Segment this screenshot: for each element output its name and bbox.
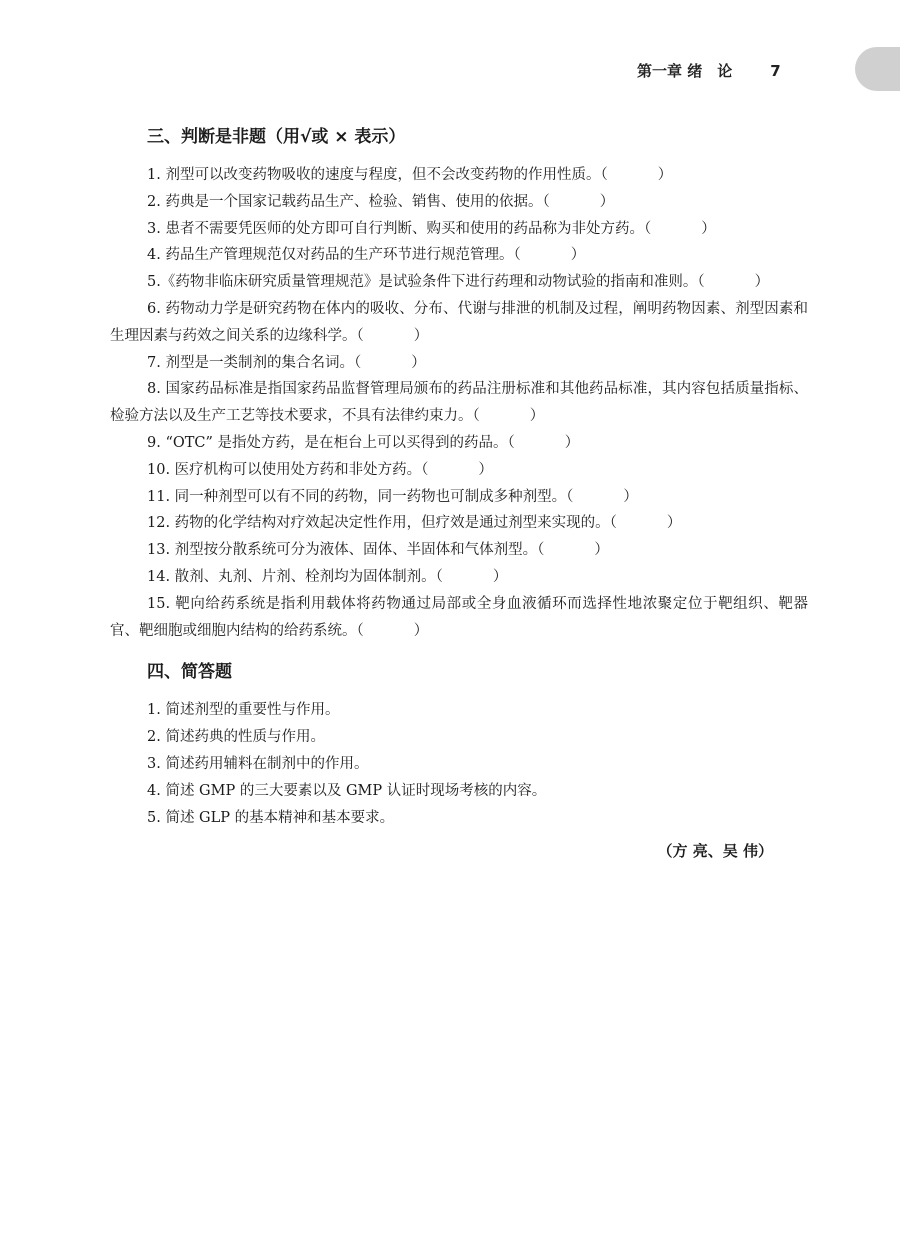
question-item: 13. 剂型按分散系统可分为液体、固体、半固体和气体剂型。（ ）	[147, 542, 609, 559]
question-item: 14. 散剂、丸剂、片剂、栓剂均为固体制剂。（ ）	[147, 568, 508, 585]
question-item: 5. 简述 GLP 的基本精神和基本要求。	[147, 809, 395, 826]
author-credit: （方 亮、吴 伟）	[657, 842, 773, 861]
question-item: 1. 简述剂型的重要性与作用。	[147, 702, 340, 719]
question-item: 10. 医疗机构可以使用处方药和非处方药。（ ）	[147, 461, 493, 478]
section-title-true-false: 三、判断是非题（用√或 × 表示）	[147, 127, 406, 147]
chapter-title: 第一章 绪 论	[637, 62, 733, 80]
question-item: 3. 简述药用辅料在制剂中的作用。	[147, 755, 369, 772]
question-item: 2. 药典是一个国家记载药品生产、检验、销售、使用的依据。（ ）	[147, 193, 615, 210]
section-title-short-answer: 四、简答题	[147, 662, 232, 683]
question-item: 12. 药物的化学结构对疗效起决定性作用，但疗效是通过剂型来实现的。（ ）	[147, 515, 682, 532]
question-item: 9. “OTC” 是指处方药，是在柜台上可以买得到的药品。（ ）	[147, 434, 580, 451]
question-item: 8. 国家药品标准是指国家药品监督管理局颁布的药品注册标准和其他药品标准，其内容包括质量指标、检验方法以及生产工艺等技术要求，不具有法律约束力。（ ）	[110, 381, 808, 425]
question-item: 3. 患者不需要凭医师的处方即可自行判断、购买和使用的药品称为非处方药。（ ）	[147, 220, 716, 237]
short-answer-list	[110, 697, 808, 831]
question-item: 11. 同一种剂型可以有不同的药物，同一药物也可制成多种剂型。（ ）	[147, 488, 638, 505]
question-item: 1. 剂型可以改变药物吸收的速度与程度，但不会改变药物的作用性质。（ ）	[147, 167, 673, 183]
page-number: 7	[770, 62, 781, 80]
true-false-list	[110, 162, 808, 644]
question-item: 5.《药物非临床研究质量管理规范》是试验条件下进行药理和动物试验的指南和准则。（ ）	[147, 274, 770, 291]
question-item: 4. 简述 GMP 的三大要素以及 GMP 认证时现场考核的内容。	[147, 782, 547, 799]
question-item: 6. 药物动力学是研究药物在体内的吸收、分布、代谢与排泄的机制及过程，阐明药物因素、剂型因素和生理因素与药效之间关系的边缘科学。（ ）	[110, 300, 808, 344]
question-item: 15. 靶向给药系统是指利用载体将药物通过局部或全身血液循环而选择性地浓聚定位于靶组织、靶器官、靶细胞或细胞内结构的给药系统。（ ）	[110, 595, 808, 639]
running-header	[637, 60, 781, 81]
question-item: 2. 简述药典的性质与作用。	[147, 729, 325, 746]
question-item: 7. 剂型是一类制剂的集合名词。（ ）	[147, 354, 426, 371]
question-item: 4. 药品生产管理规范仅对药品的生产环节进行规范管理。（ ）	[147, 247, 586, 264]
chapter-tab-marker	[855, 47, 900, 91]
page-content	[110, 122, 808, 865]
